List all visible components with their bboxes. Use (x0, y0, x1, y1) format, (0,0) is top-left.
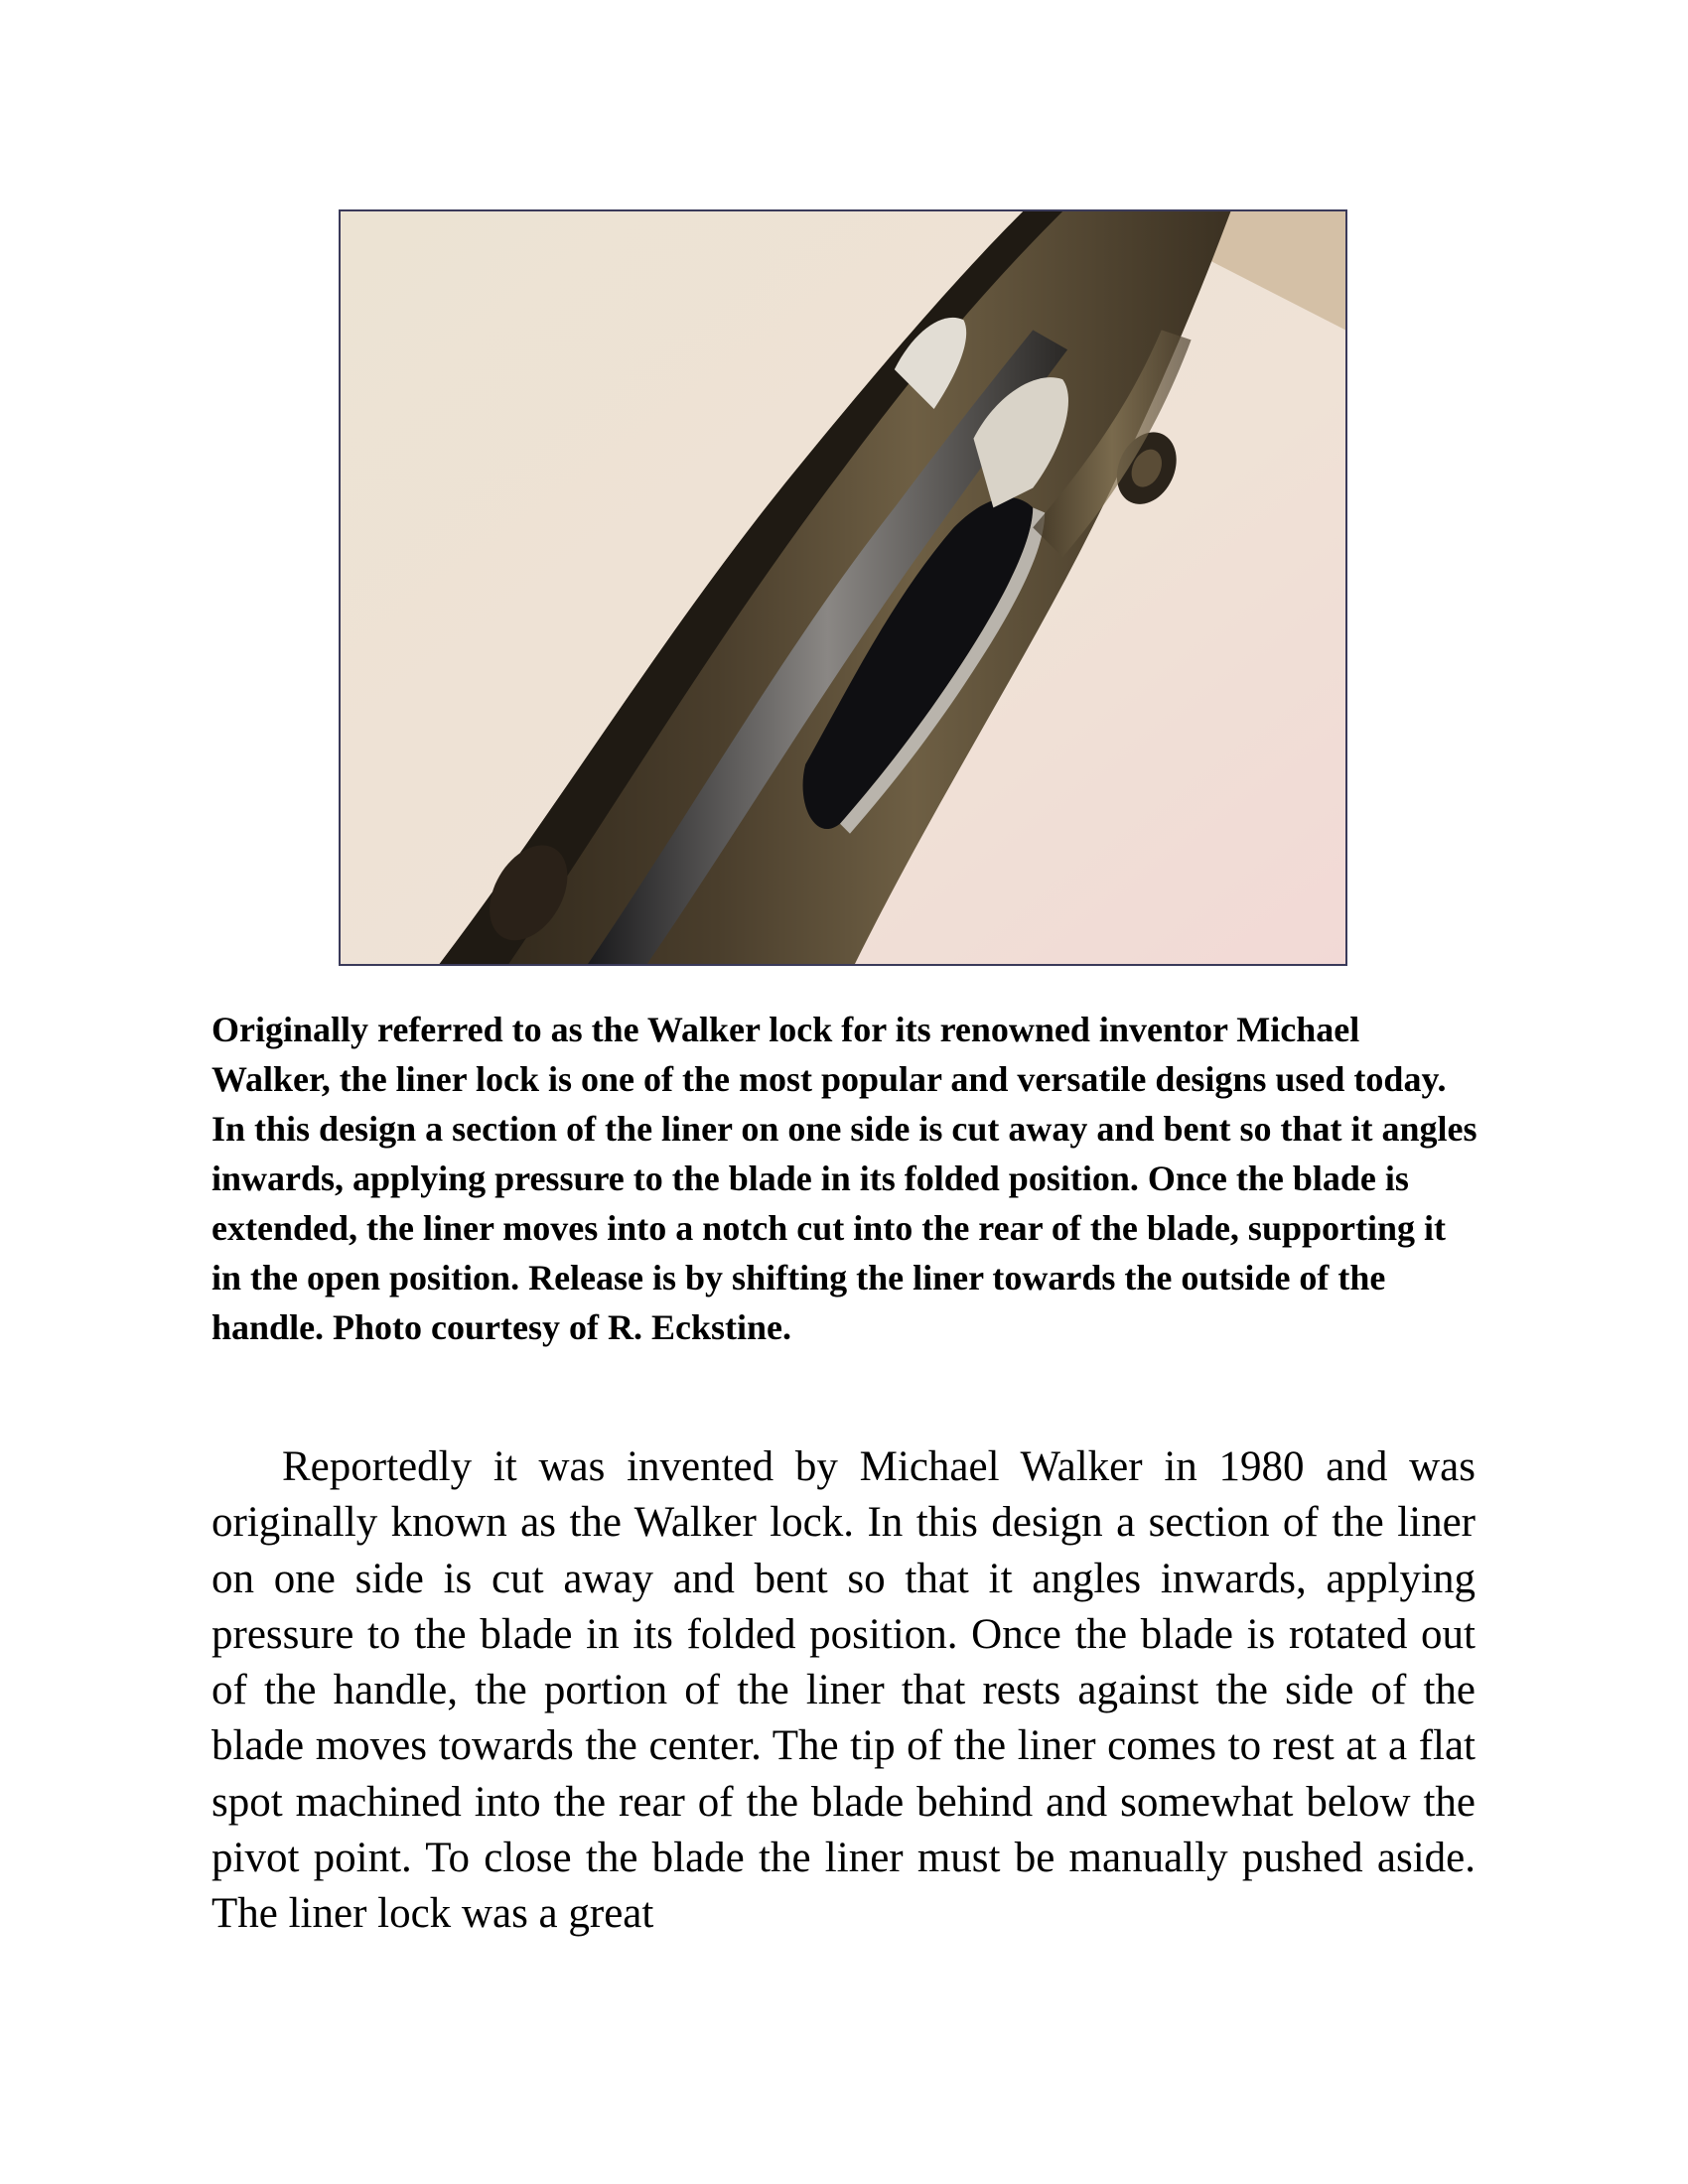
figure-caption: Originally referred to as the Walker lock for its renowned inventor Michael Walker, the liner lock is one of the most popular and versatile designs used today. In this design a section of the liner on one side is cut away and bent so that it angles inwards, applying pressure to the blade in its folded position. Once the blade is extended, the liner moves into a notch cut into the rear of the blade, supporting it in the open position. Release is by shifting the liner towards the outside of the handle. Photo courtesy of R. Eckstine. (211, 1010, 1477, 1347)
body-paragraph: Reportedly it was invented by Michael Walker in 1980 and was originally known as the Walker lock. In this design a section of the liner on one side is cut away and bent so that it angles inwards, applying pressure to the blade in its folded position. Once the blade is rotated out of the handle, the portion of the liner that rests against the side of the blade moves towards the center. The tip of the liner comes to rest at a flat spot machined into the rear of the blade behind and somewhat below the pivot point. To close the blade the liner must be manually pushed aside. The liner lock was a great (211, 1443, 1476, 1938)
liner-lock-photo-illustration (341, 211, 1345, 964)
knife-photo (339, 209, 1347, 966)
